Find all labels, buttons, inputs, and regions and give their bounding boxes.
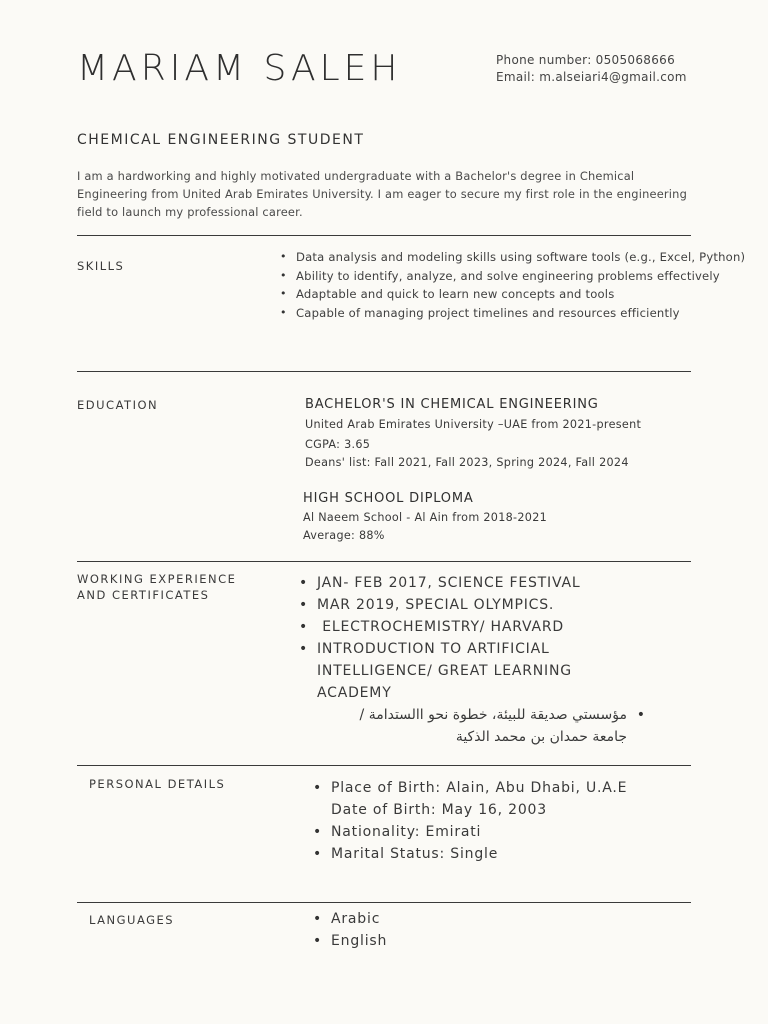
phone-number: Phone number: 0505068666 <box>496 53 676 67</box>
skill-item: • Capable of managing project timelines and resources efficiently <box>278 304 748 323</box>
degree-title: BACHELOR'S IN CHEMICAL ENGINEERING <box>305 397 599 412</box>
languages-label: LANGUAGES <box>89 913 175 927</box>
experience-label: WORKING EXPERIENCE <box>77 572 237 586</box>
skills-label: SKILLS <box>77 259 125 273</box>
section-divider <box>77 902 691 903</box>
degree-deans-list: Deans' list: Fall 2021, Fall 2023, Spring 2024, Fall 2024 <box>305 456 629 469</box>
school-average: Average: 88% <box>303 529 385 542</box>
languages-list <box>311 908 611 952</box>
experience-item: • INTRODUCTION TO ARTIFICIAL INTELLIGENCE/ GREAT LEARNING ACADEMY <box>297 638 627 704</box>
experience-list <box>297 572 627 748</box>
section-divider <box>77 561 691 562</box>
birth-date: Date of Birth: May 16, 2003 <box>331 802 547 818</box>
language-item: • English <box>311 930 611 952</box>
personal-item <box>311 777 691 821</box>
profile-summary: I am a hardworking and highly motivated undergraduate with a Bachelor's degree in Chemical Engineering from United Arab Emirates University. I am eager to secure my first role in the engineering field to launch my professional career. <box>77 169 688 219</box>
language-item: • Arabic <box>311 908 611 930</box>
skill-item: • Data analysis and modeling skills using software tools (e.g., Excel, Python) <box>278 248 748 267</box>
experience-item-arabic: • مؤسستي صديقة للبيئة، خطوة نحو االستدامة / جامعة حمدان بن محمد الذكية <box>322 704 647 748</box>
degree-cgpa: CGPA: 3.65 <box>305 438 371 451</box>
experience-label-line2: AND CERTIFICATES <box>77 588 210 602</box>
personal-details-list <box>311 777 691 865</box>
candidate-name: MARIAM SALEH <box>77 48 402 89</box>
personal-details-label: PERSONAL DETAILS <box>89 777 226 791</box>
personal-item: • Nationality: Emirati <box>311 821 691 843</box>
email-address: Email: m.alseiari4@gmail.com <box>496 70 687 84</box>
personal-item: • Marital Status: Single <box>311 843 691 865</box>
skills-list <box>278 248 748 322</box>
birth-place: Place of Birth: Alain, Abu Dhabi, U.A.E <box>331 780 628 796</box>
degree-institution: United Arab Emirates University –UAE from 2021-present <box>305 418 642 431</box>
section-divider <box>77 765 691 766</box>
education-label: EDUCATION <box>77 398 159 412</box>
section-divider <box>77 235 691 236</box>
skill-item: • Ability to identify, analyze, and solve engineering problems effectively <box>278 267 748 286</box>
school-institution: Al Naeem School - Al Ain from 2018-2021 <box>303 511 548 524</box>
skill-item: • Adaptable and quick to learn new concepts and tools <box>278 285 748 304</box>
job-title: CHEMICAL ENGINEERING STUDENT <box>77 132 365 148</box>
experience-item: • MAR 2019, SPECIAL OLYMPICS. <box>297 594 627 616</box>
school-title: HIGH SCHOOL DIPLOMA <box>303 491 474 506</box>
experience-item: • ELECTROCHEMISTRY/ HARVARD <box>297 616 627 638</box>
experience-item: • JAN- FEB 2017, SCIENCE FESTIVAL <box>297 572 627 594</box>
section-divider <box>77 371 691 372</box>
